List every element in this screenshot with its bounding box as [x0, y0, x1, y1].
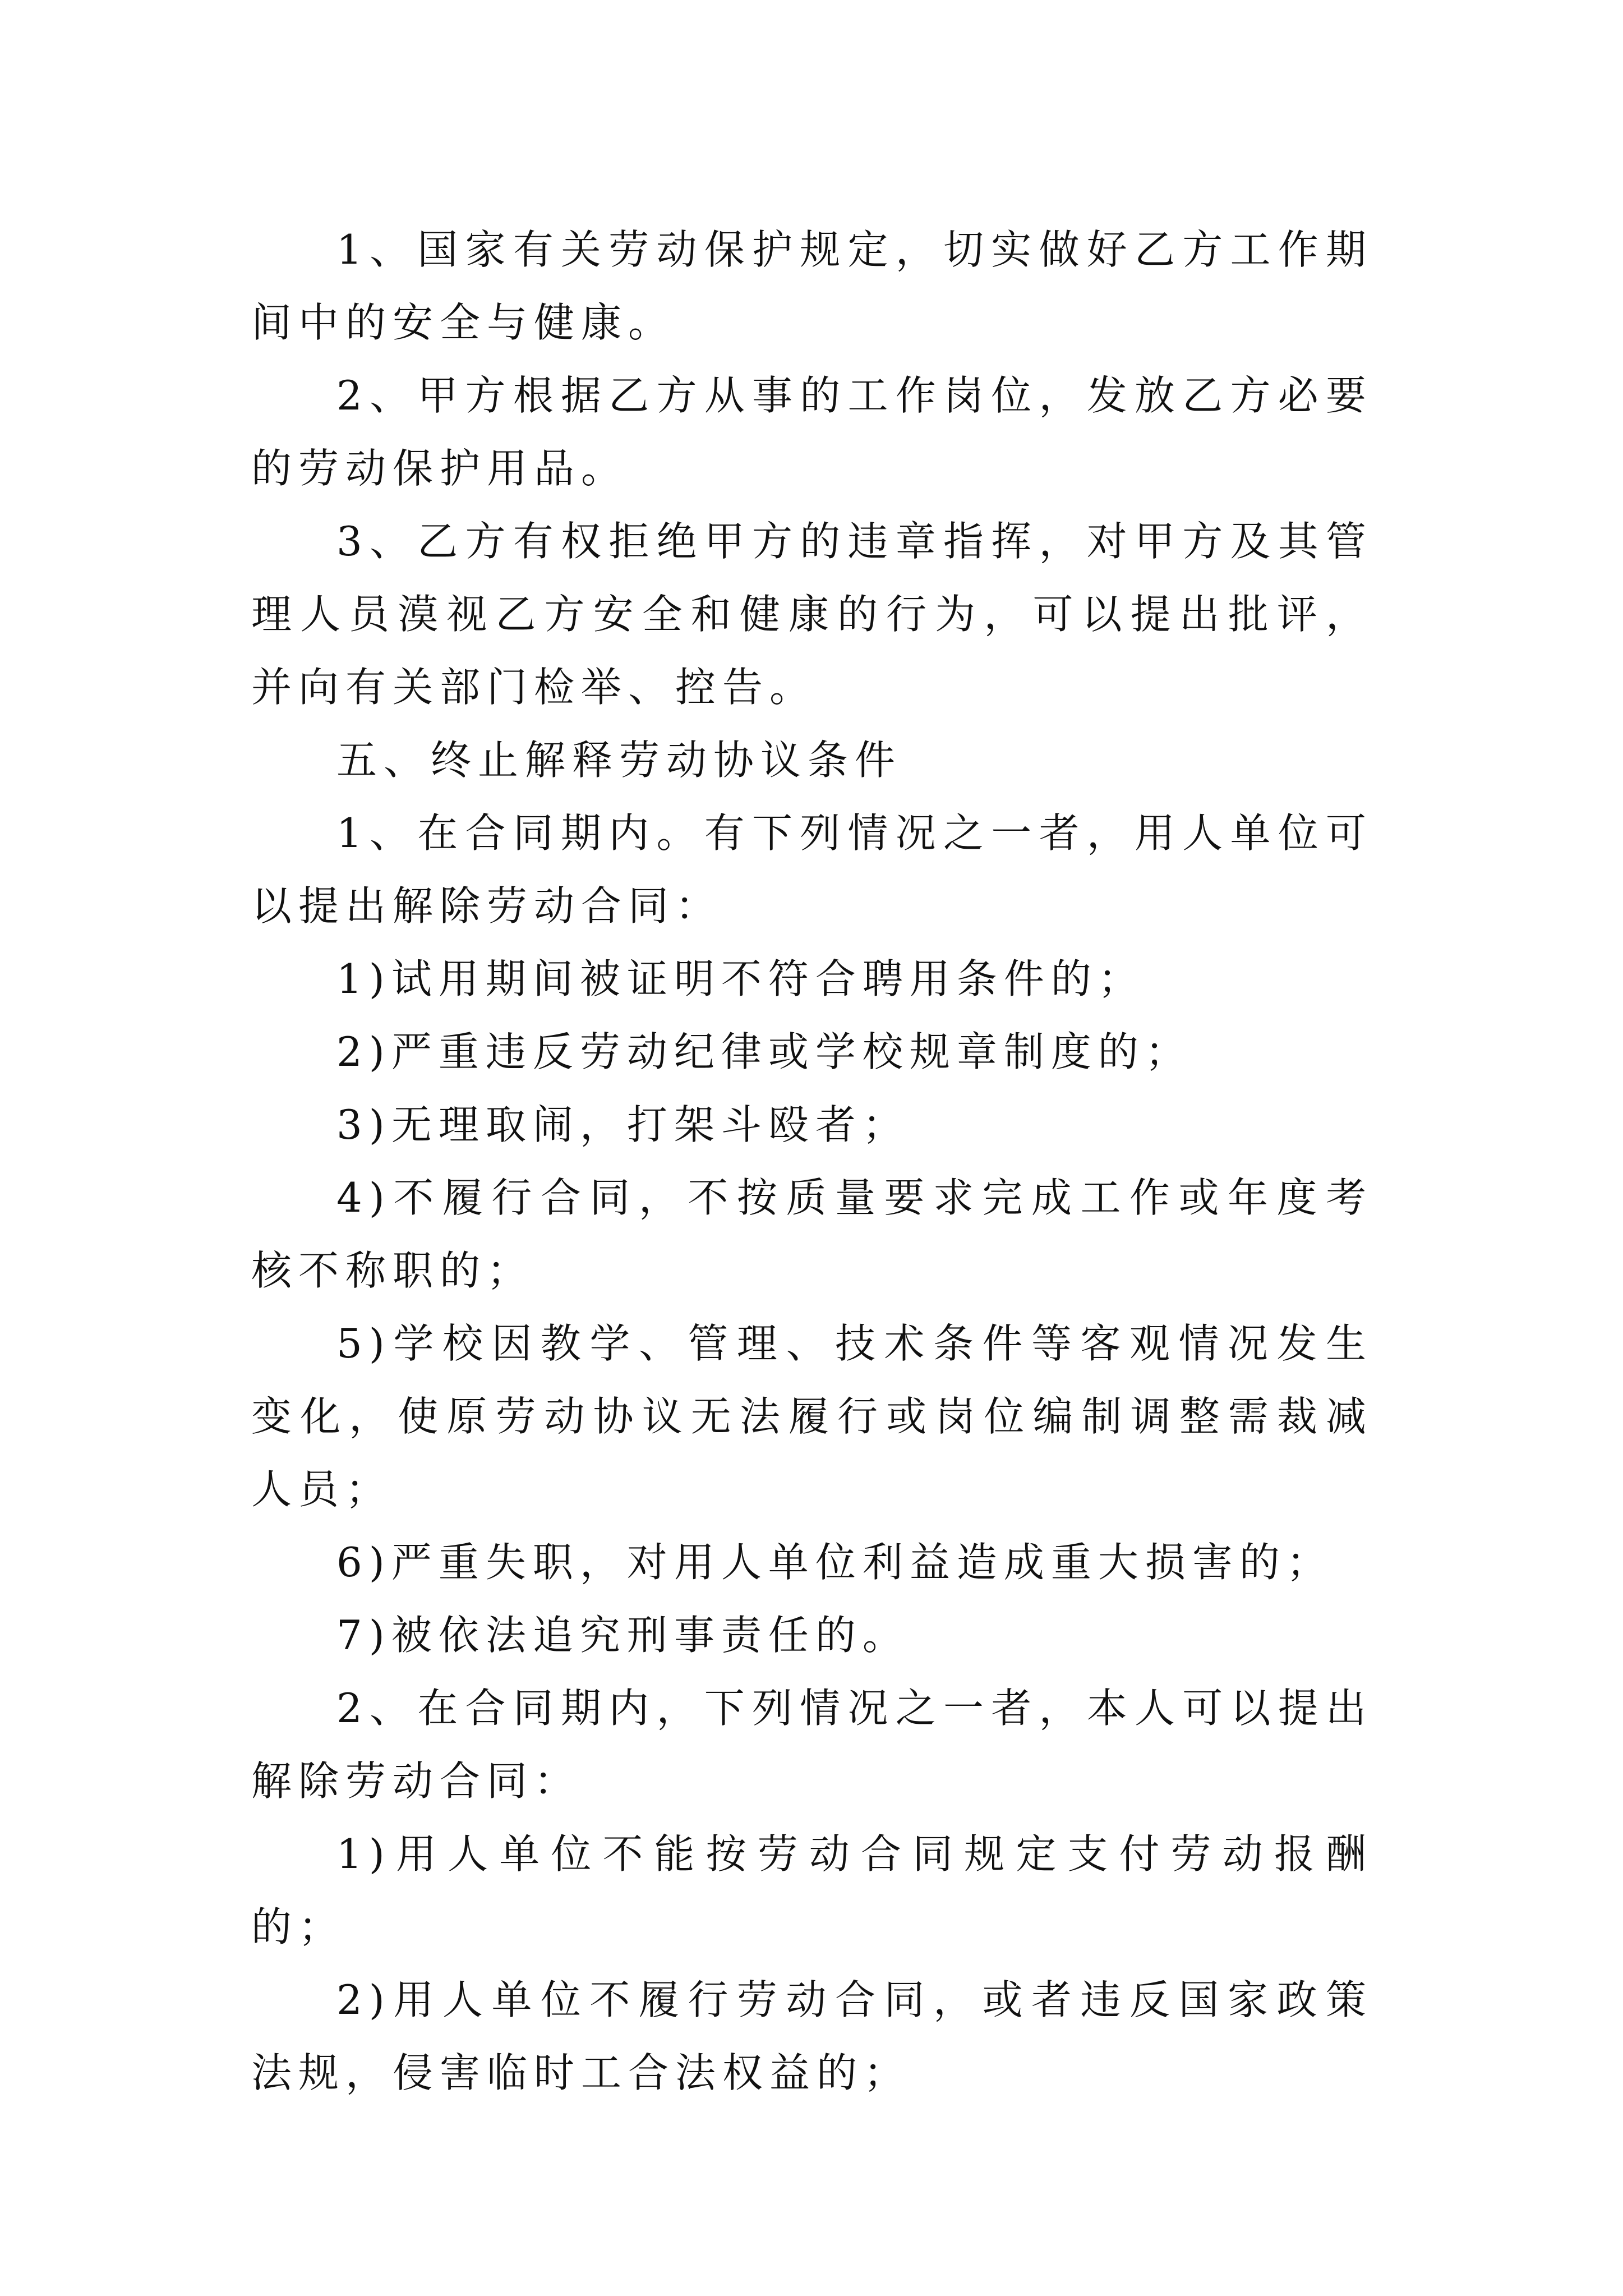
- list-item-nonperformance: 4)不履行合同，不按质量要求完成工作或年度考核不称职的；: [251, 1174, 1373, 1294]
- list-item-discipline-violation: 2)严重违反劳动纪律或学校规章制度的；: [336, 1028, 1192, 1075]
- list-item-fighting: 3)无理取闹，打架斗殴者；: [336, 1101, 910, 1148]
- list-item-criminal-liability: 7)被依法追究刑事责任的。: [336, 1612, 910, 1659]
- list-item-contract-breach: 2)用人单位不履行劳动合同，或者违反国家政策法规，侵害临时工合法权益的；: [251, 1976, 1373, 2096]
- list-item-unpaid-wages: 1)用人单位不能按劳动合同规定支付劳动报酬的；: [251, 1830, 1373, 1950]
- paragraph-employee-termination: 2、在合同期内，下列情况之一者，本人可以提出解除劳动合同：: [251, 1685, 1373, 1805]
- document-body: [251, 213, 1373, 2109]
- paragraph-safety-health: 1、国家有关劳动保护规定，切实做好乙方工作期间中的安全与健康。: [251, 226, 1373, 346]
- list-item-dereliction: 6)严重失职，对用人单位利益造成重大损害的；: [336, 1539, 1334, 1586]
- paragraph-protective-equipment: 2、甲方根据乙方从事的工作岗位，发放乙方必要的劳动保护用品。: [251, 372, 1373, 492]
- paragraph-right-to-refuse: 3、乙方有权拒绝甲方的违章指挥，对甲方及其管理人员漠视乙方安全和健康的行为，可以提出批评，并向有关部门检举、控告。: [251, 518, 1373, 711]
- paragraph-employer-termination: 1、在合同期内。有下列情况之一者，用人单位可以提出解除劳动合同：: [251, 809, 1373, 930]
- list-item-probation: 1)试用期间被证明不符合聘用条件的；: [336, 955, 1145, 1002]
- section-heading-termination: 五、终止解释劳动协议条件: [336, 737, 902, 784]
- list-item-circumstance-change: 5)学校因教学、管理、技术条件等客观情况发生变化，使原劳动协议无法履行或岗位编制调整需裁减人员；: [251, 1320, 1373, 1513]
